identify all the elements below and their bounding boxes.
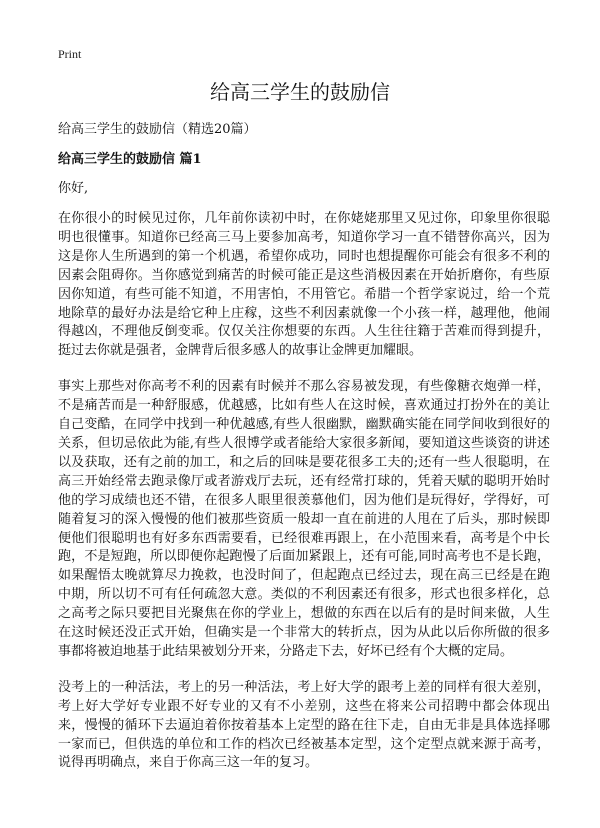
paragraph-1: 在你很小的时候见过你，几年前你读初中时，在你姥姥那里又见过你，印象里你很聪明也很懂事。知道你已经高三马上要参加高考，知道你学习一直不错替你高兴，因为这是你人生所遇到的第一个机遇，希望你成功，同时也想提醒你可能会有很多不利的因素会阻碍你。当你感觉到痛苦的时候可能正是这些消极因素在开始折磨你，有些原因你知道，有些可能不知道，不用害怕，不用管它。希腊一个哲学家说过，给一个荒地除草的最好办法是给它种上庄稼，这些不利因素就像一个小孩一样，越理他，他闹得越凶，不理他反倒变乖。仅仅关注你想要的东西。人生往往籍于苦难而得到提升，挺过去你就是强者，金牌背后很多感人的故事让金牌更加耀眼。 xyxy=(58,211,550,359)
document-subtitle: 给高三学生的鼓励信（精选20篇） xyxy=(58,122,257,137)
paragraph-3: 没考上的一种活法，考上的另一种活法，考上好大学的跟考上差的同样有很大差别，考上好大学好专业跟不好专业的又有不小差别，这些在将来公司招聘中都会体现出来，慢慢的循环下去逼迫着你按着基本上定型的路在往下走，自由无非是具体选择哪一家而已，但供选的单位和工作的档次已经被基本定型，这个定型点就来源于高考，说得再明确点，来自于你高三这一年的复习。 xyxy=(58,679,550,771)
page-title: 给高三学生的鼓励信 xyxy=(210,80,390,104)
letter-body xyxy=(58,210,550,790)
paragraph-2: 事实上那些对你高考不利的因素有时候并不那么容易被发现，有些像糖衣炮弹一样，不是痛苦而是一种舒服感，优越感，比如有些人在这时候，喜欢通过打扮外在的美让自己变酷，在同学中找到一种优越感,有些人很幽默，幽默确实能在同学间收到很好的关系，但切忌依此为能,有些人很博学或者能给大家很多新闻，要知道这些谈资的讲述以及获取，还有之前的加工，和之后的回味是要花很多工夫的;还有一些人很聪明，在高三开始经常去跑录像厅或者游戏厅去玩，还有经常打球的，凭着天赋的聪明开始时他的学习成绩也还不错，在很多人眼里很羡慕他们，因为他们是玩得好，学得好，可随着复习的深入慢慢的他们被那些资质一般却一直在前进的人甩在了后头，那时候即便他们很聪明也有好多东西需要看，已经很难再跟上，在小范围来看，高考是个中长跑，不是短跑，所以即便你起跑慢了后面加紧跟上，还有可能,同时高考也不是长跑，如果醒悟太晚就算尽力挽救，也没时间了，但起跑点已经过去，现在高三已经是在跑中期，所以切不可有任何疏忽大意。类似的不利因素还有很多，形式也很多样化，总之高考之际只要把目光聚焦在你的学业上，想做的东西在以后有的是时间来做，人生在这时候还没正式开始，但确实是一个非常大的转折点，因为从此以后你所做的很多事都将被迫地基于此结果被划分开来，分路走下去，好坏已经有个大概的定局。 xyxy=(58,379,550,659)
section-heading: 给高三学生的鼓励信 篇1 xyxy=(58,152,202,167)
letter-greeting: 你好, xyxy=(58,181,89,196)
print-link[interactable]: Print xyxy=(58,47,82,61)
